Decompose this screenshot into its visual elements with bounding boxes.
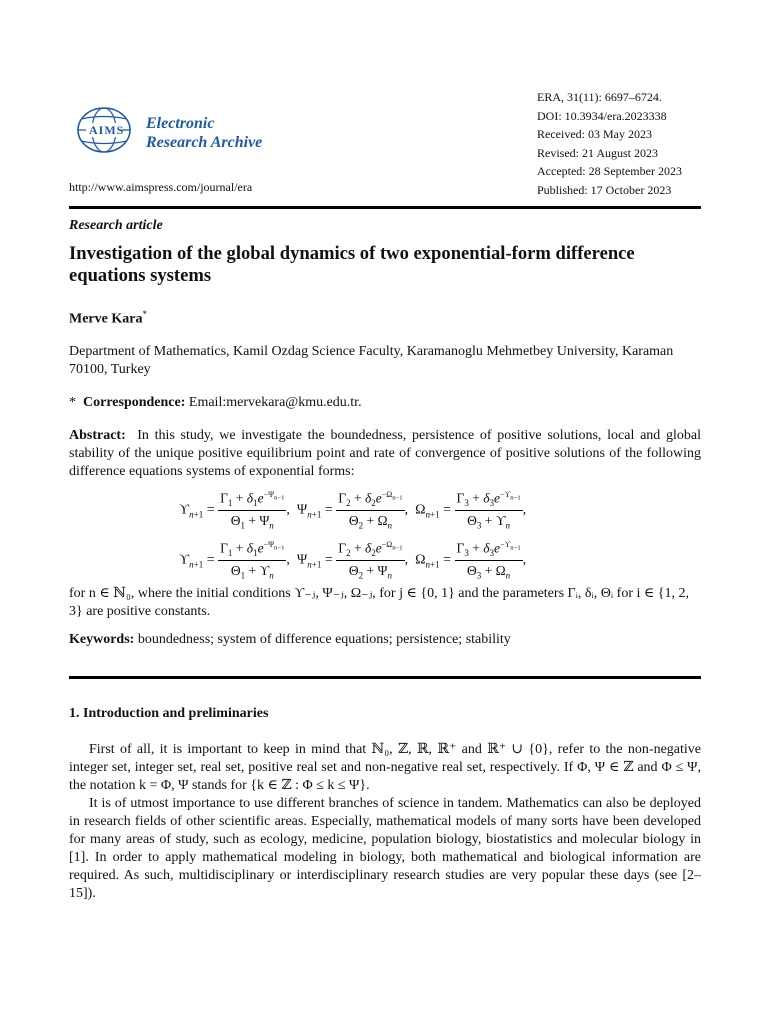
meta-doi[interactable]: DOI: 10.3934/era.2023338 xyxy=(537,108,667,123)
meta-published: Published: 17 October 2023 xyxy=(537,182,672,197)
article-meta xyxy=(537,88,682,200)
abstract-rule xyxy=(69,676,701,679)
abstract-label: Abstract: xyxy=(69,428,126,443)
author-line xyxy=(69,309,147,328)
abstract xyxy=(69,427,701,481)
correspondence-email[interactable]: Email:mervekara@kmu.edu.tr. xyxy=(188,395,362,410)
section-heading: 1. Introduction and preliminaries xyxy=(69,706,269,721)
abstract-text: In this study, we investigate the boundedness, persistence of positive solutions, local and global stability of the unique positive equilibrium point and rate of convergence of positive solutions of the following difference equations systems of exponential forms: xyxy=(69,428,702,479)
equation-block xyxy=(69,490,701,585)
logo-text: AIMS xyxy=(89,123,125,137)
meta-accepted: Accepted: 28 September 2023 xyxy=(537,164,682,179)
abstract-conditions: for n ∈ ℕ₀, where the initial conditions ϒ₋ⱼ, Ψ₋ⱼ, Ω₋ⱼ, for j ∈ {0, 1} and the parameters Γᵢ, δᵢ, Θᵢ for i ∈ {1, 2, 3} are positive constants. xyxy=(69,586,689,619)
meta-received: Received: 03 May 2023 xyxy=(537,127,652,142)
author-name: Merve Kara xyxy=(69,311,143,327)
equation-system-2: $ϒ_{n+1}$ = $\frac{\Gamma_1 + \delta_1e^{-\Psi_{n-1}}}{\Theta_1 + ϒ_n}$ , $\Psi_{n+1}$ = $\frac{\Gamma_2 + \delta_2e^{-\Omega_{n-1}}}{\Theta_2 + \Psi_n}$ , $\Omega_{n+1}$ = $\frac{\Gamma_3 + \delta_3e^{-ϒ_{n-1}}}{\Theta_3 + \Omega_n}$ , xyxy=(179,540,527,581)
journal-logo xyxy=(74,106,284,160)
journal-name-line1: Electronic xyxy=(146,115,215,132)
keywords-text: boundedness; system of difference equations; persistence; stability xyxy=(137,632,511,647)
affiliation: Department of Mathematics, Kamil Ozdag Science Faculty, Karamanoglu Mehmetbey University, Karaman 70100, Turkey xyxy=(69,344,674,377)
journal-url[interactable]: http://www.aimspress.com/journal/era xyxy=(69,180,253,194)
keywords-label: Keywords: xyxy=(69,632,135,647)
correspondence-label: Correspondence: xyxy=(83,395,186,410)
correspondence xyxy=(69,395,362,411)
article-title: Investigation of the global dynamics of two exponential-form difference equations systems xyxy=(69,243,635,286)
equation-system-1: $ϒ_{n+1}$ = $\frac{\Gamma_1 + \delta_1e^{-\Psi_{n-1}}}{\Theta_1 + \Psi_n}$ , $\Psi_{n+1}$ = $\frac{\Gamma_2 + \delta_2e^{-\Omega_{n-1}}}{\Theta_2 + \Omega_n}$ , $\Omega_{n+1}$ = $\frac{\Gamma_3 + \delta_3e^{-ϒ_{n-1}}}{\Theta_3 + ϒ_n}$ , xyxy=(179,490,527,531)
journal-name-line2: Research Archive xyxy=(146,134,263,151)
article-type: Research article xyxy=(69,218,163,233)
journal-name xyxy=(146,114,262,152)
keywords xyxy=(69,632,511,648)
author-mark: * xyxy=(142,309,147,319)
correspondence-mark: * xyxy=(69,395,76,410)
paragraph: First of all, it is important to keep in mind that ℕ₀, ℤ, ℝ, ℝ⁺ and ℝ⁺ ∪ {0}, refer to the non-negative integer set, integer set, real set, positive real set and non-negative real set, respectively. If Φ, Ψ ∈ ℤ and Φ ≤ Ψ, the notation k = Φ, Ψ stands for {k ∈ ℤ : Φ ≤ k ≤ Ψ}. xyxy=(69,742,702,793)
meta-citation: ERA, 31(11): 6697–6724. xyxy=(537,90,662,104)
paragraph: It is of utmost importance to use different branches of science in tandem. Mathematics can also be deployed in research fields of other scientific areas. Especially, mathematical models of many sorts have been developed for many areas of study, such as ecology, medicine, population biology, biostatistics and molecular biology in [1]. In order to apply mathematical modeling in biology, both mathematical and biological information are required. As such, multidisciplinary or interdisciplinary research studies are very popular these days (see [2–15]). xyxy=(69,796,701,901)
meta-revised: Revised: 21 August 2023 xyxy=(537,145,659,160)
section-body xyxy=(69,741,701,903)
header-rule xyxy=(69,206,701,209)
